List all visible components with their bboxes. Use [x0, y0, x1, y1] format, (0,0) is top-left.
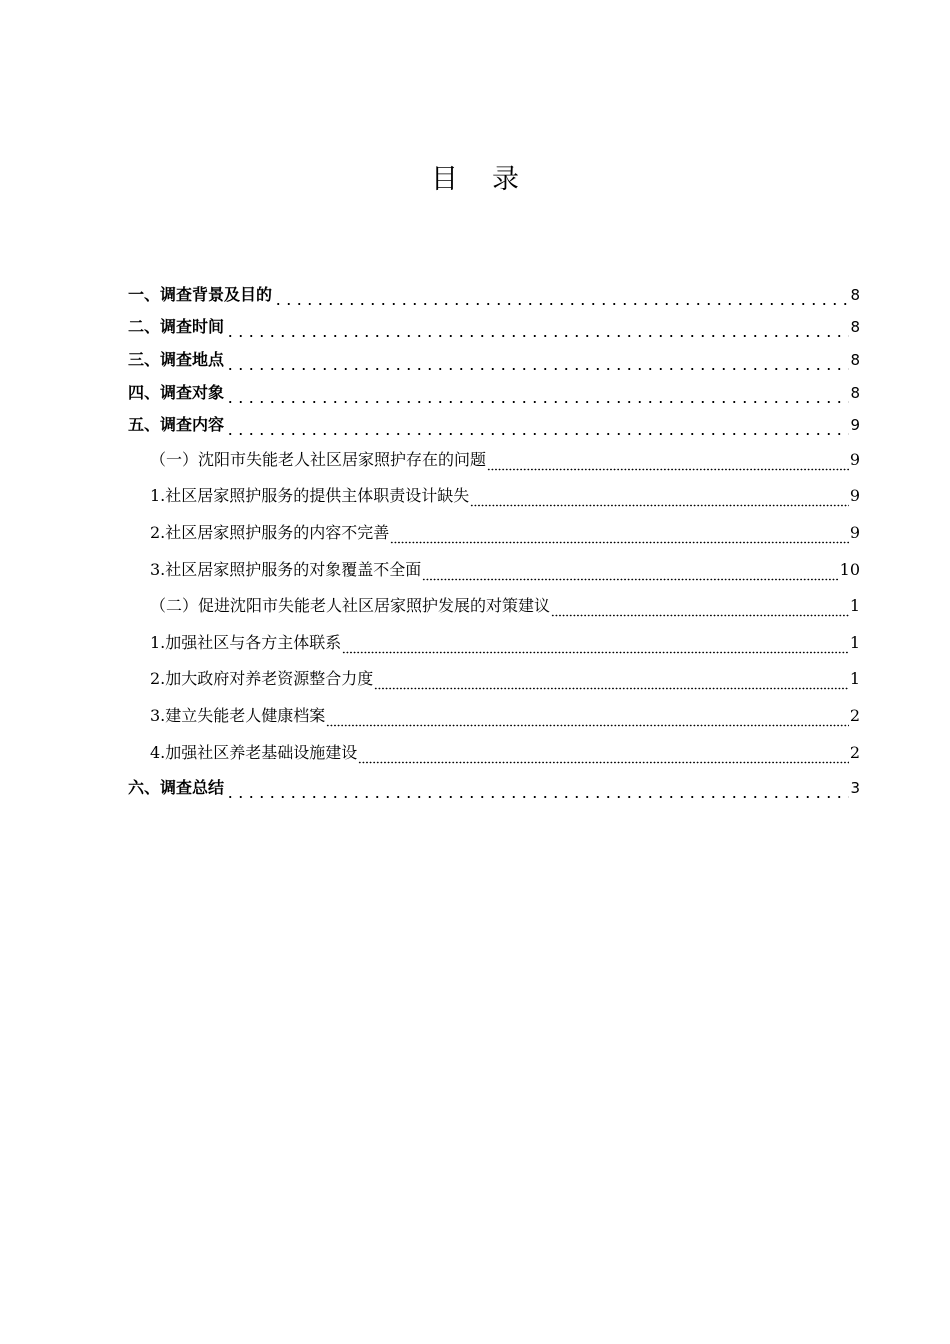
- toc-entry[interactable]: [150, 703, 860, 729]
- toc-entry-label: （二）促进沈阳市失能老人社区居家照护发展的对策建议: [150, 596, 551, 615]
- toc-entry-page: 9: [850, 416, 860, 434]
- toc-entry[interactable]: [150, 593, 860, 619]
- toc-entry-label: 1.加强社区与各方主体联系: [150, 633, 342, 652]
- dot-leader: [326, 713, 849, 727]
- toc-entry-label: 五、调查内容: [128, 415, 225, 434]
- dot-leader: [225, 324, 849, 338]
- toc-entry[interactable]: [150, 630, 860, 656]
- toc-entry-page: 8: [850, 351, 860, 369]
- toc-entry[interactable]: [150, 447, 860, 473]
- dot-leader: [273, 292, 849, 306]
- dot-leader: [374, 676, 849, 690]
- toc-entry-label: 3.社区居家照护服务的对象覆盖不全面: [150, 560, 422, 579]
- toc-entry-label: （一）沈阳市失能老人社区居家照护存在的问题: [150, 450, 487, 469]
- page-title: [0, 160, 950, 200]
- toc-entry-label: 2.加大政府对养老资源整合力度: [150, 669, 374, 688]
- dot-leader: [225, 422, 849, 436]
- toc-entry-page: 9: [849, 486, 860, 505]
- toc-entry-page: 3: [850, 779, 860, 797]
- dot-leader: [342, 640, 849, 654]
- toc-entry-label: 一、调查背景及目的: [128, 285, 273, 304]
- toc-entry[interactable]: [150, 557, 860, 583]
- dot-leader: [390, 530, 849, 544]
- toc-entry-page: 9: [849, 450, 860, 469]
- title-char-2: 录: [492, 164, 519, 195]
- toc-entry[interactable]: [150, 740, 860, 766]
- toc-entry[interactable]: [128, 380, 860, 406]
- toc-entry-page: 1: [849, 633, 860, 652]
- dot-leader: [551, 603, 849, 617]
- toc-entry-page: 1: [849, 669, 860, 688]
- dot-leader: [225, 390, 849, 404]
- toc-entry-label: 1.社区居家照护服务的提供主体职责设计缺失: [150, 486, 470, 505]
- dot-leader: [358, 750, 849, 764]
- toc-entry[interactable]: [150, 483, 860, 509]
- toc-entry-page: 8: [850, 286, 860, 304]
- toc-entry[interactable]: [150, 520, 860, 546]
- dot-leader: [225, 785, 849, 799]
- toc-entry-page: 10: [839, 560, 860, 579]
- dot-leader: [487, 457, 849, 471]
- toc-entry-label: 六、调查总结: [128, 778, 225, 797]
- toc-entry-page: 8: [850, 318, 860, 336]
- dot-leader: [225, 357, 849, 371]
- toc-entry[interactable]: [128, 282, 860, 308]
- toc-entry[interactable]: [150, 666, 860, 692]
- toc-entry-page: 1: [849, 596, 860, 615]
- toc-entry-label: 2.社区居家照护服务的内容不完善: [150, 523, 390, 542]
- title-char-1: 目: [431, 164, 458, 195]
- toc-entry[interactable]: [128, 775, 860, 801]
- toc-entry-label: 4.加强社区养老基础设施建设: [150, 743, 358, 762]
- toc-entry[interactable]: [128, 314, 860, 340]
- toc-entry-label: 二、调查时间: [128, 317, 225, 336]
- toc-entry[interactable]: [128, 412, 860, 438]
- toc-entry-page: 2: [849, 706, 860, 725]
- toc-entry-page: 2: [849, 743, 860, 762]
- toc-entry[interactable]: [128, 347, 860, 373]
- toc-entry-page: 9: [849, 523, 860, 542]
- toc-entry-label: 三、调查地点: [128, 350, 225, 369]
- dot-leader: [422, 567, 838, 581]
- toc-entry-label: 四、调查对象: [128, 383, 225, 402]
- dot-leader: [470, 493, 849, 507]
- toc-entry-page: 8: [850, 384, 860, 402]
- toc-entry-label: 3.建立失能老人健康档案: [150, 706, 326, 725]
